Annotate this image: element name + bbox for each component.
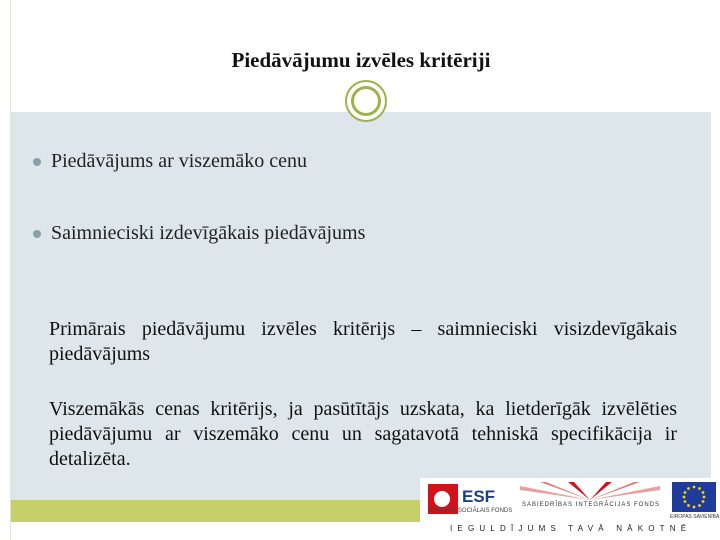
funding-logos bbox=[420, 478, 720, 540]
paragraph-2: Viszemākās cenas kritērijs, ja pasūtītājs uzskata, ka lietderīgāk izvēlēties piedāvājumu ar viszemāko cenu un sagatavotā tehniskā specifikācija ir detalizēta. bbox=[49, 398, 677, 470]
bullet-text-2: Saimnieciski izdevīgākais piedāvājums bbox=[51, 222, 366, 244]
ornament-inner-ring bbox=[351, 86, 381, 116]
slogan-text: IEGULDĪJUMS TAVĀ NĀKOTNĒ bbox=[450, 524, 692, 533]
sif-logo bbox=[520, 482, 660, 516]
bullet-item-1 bbox=[33, 150, 307, 173]
esf-logo bbox=[428, 484, 513, 518]
paragraph-1: Primārais piedāvājumu izvēles kritērijs – saimnieciski visizdevīgākais piedāvājums bbox=[49, 318, 677, 365]
bullet-dot-icon bbox=[33, 230, 41, 238]
slide-title: Piedāvājumu izvēles kritēriji bbox=[231, 48, 491, 72]
eu-flag-icon bbox=[672, 482, 716, 512]
bullet-item-2 bbox=[33, 222, 365, 245]
sif-label: SABIEDRĪBAS INTEGRĀCIJAS FONDS bbox=[522, 502, 661, 508]
bullet-dot-icon bbox=[33, 158, 41, 166]
ornament-ring-icon bbox=[345, 80, 387, 122]
sif-logo-icon bbox=[520, 482, 660, 502]
slide-frame bbox=[10, 0, 710, 540]
esf-label: ESF bbox=[462, 487, 496, 506]
bullet-text-1: Piedāvājums ar viszemāko cenu bbox=[51, 150, 308, 172]
esf-sub-label: EIROPAS SOCIĀLAIS FONDS bbox=[430, 508, 513, 514]
eu-label: EIROPAS SAVIENĪBA bbox=[670, 514, 720, 520]
